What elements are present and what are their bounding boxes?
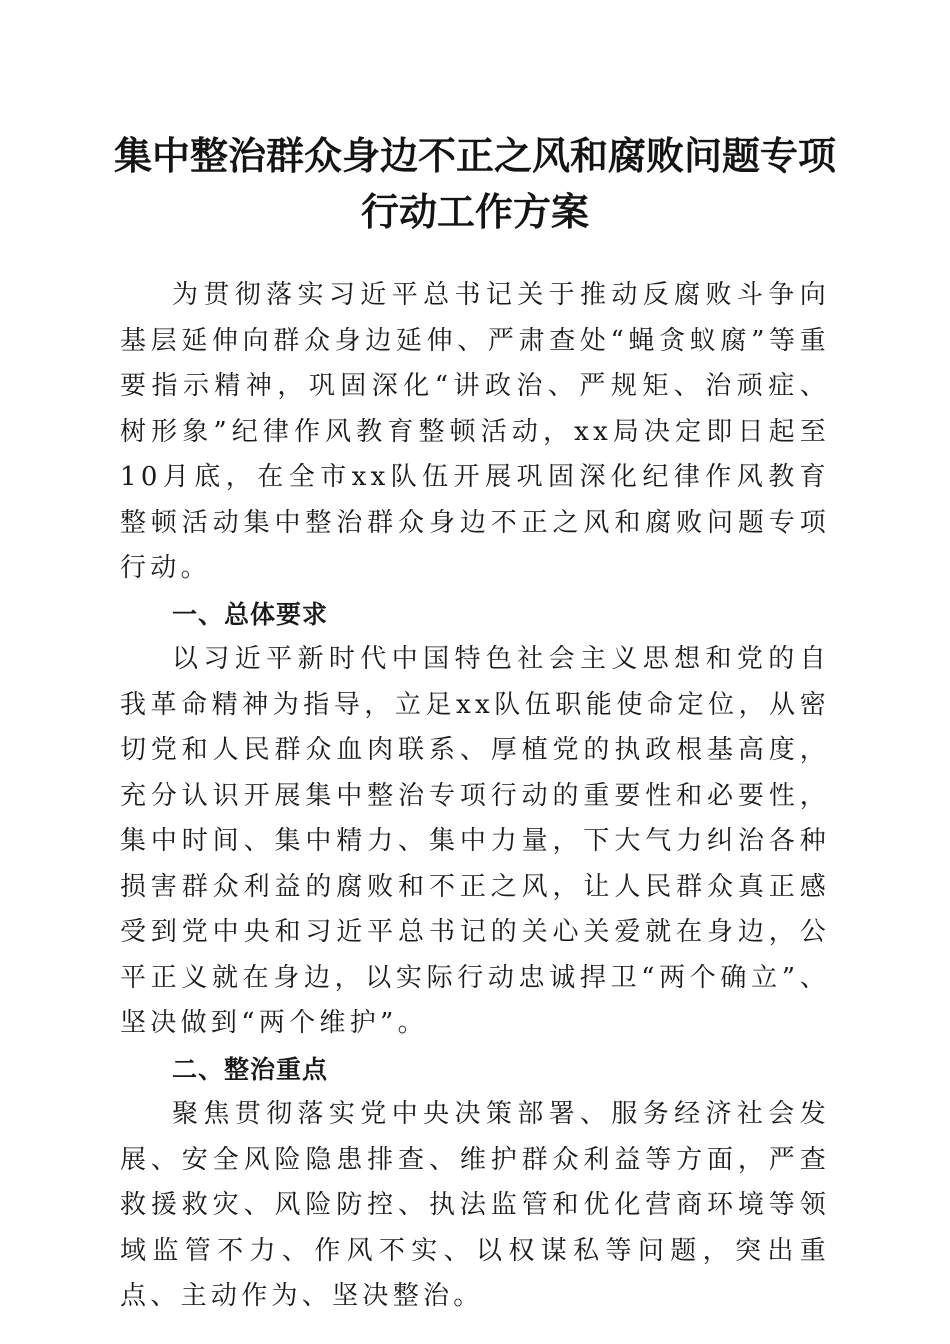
intro-paragraph: 为贯彻落实习近平总书记关于推动反腐败斗争向基层延伸向群众身边延伸、严肃查处“蝇贪蚁腐”等重要指示精神，巩固深化“讲政治、严规矩、治顽症、树形象”纪律作风教育整顿活动，xx局决定即日起至10月底，在全市xx队伍开展巩固深化纪律作风教育整顿活动集中整治群众身边不正之风和腐败问题专项行动。: [120, 280, 830, 583]
section-heading-general-requirements: 一、总体要求: [172, 599, 329, 629]
section-heading-key-focus: 二、整治重点: [172, 1054, 329, 1084]
document-body: [120, 273, 830, 1320]
document-title: 集中整治群众身边不正之风和腐败问题专项行动工作方案: [113, 133, 836, 234]
section-paragraph-key-focus: 聚焦贯彻落实党中央决策部署、服务经济社会发展、安全风险隐患排查、维护群众利益等方面，严查救援救灾、风险防控、执法监管和优化营商环境等领域监管不力、作风不实、以权谋私等问题，突出重点、主动作为、坚决整治。: [120, 1099, 830, 1311]
section-paragraph-general-requirements: 以习近平新时代中国特色社会主义思想和党的自我革命精神为指导，立足xx队伍职能使命定位，从密切党和人民群众血肉联系、厚植党的执政根基高度，充分认识开展集中整治专项行动的重要性和必要性，集中时间、集中精力、集中力量，下大气力纠治各种损害群众利益的腐败和不正之风，让人民群众真正感受到党中央和习近平总书记的关心关爱就在身边，公平正义就在身边，以实际行动忠诚捍卫“两个确立”、坚决做到“两个维护”。: [120, 644, 830, 1038]
